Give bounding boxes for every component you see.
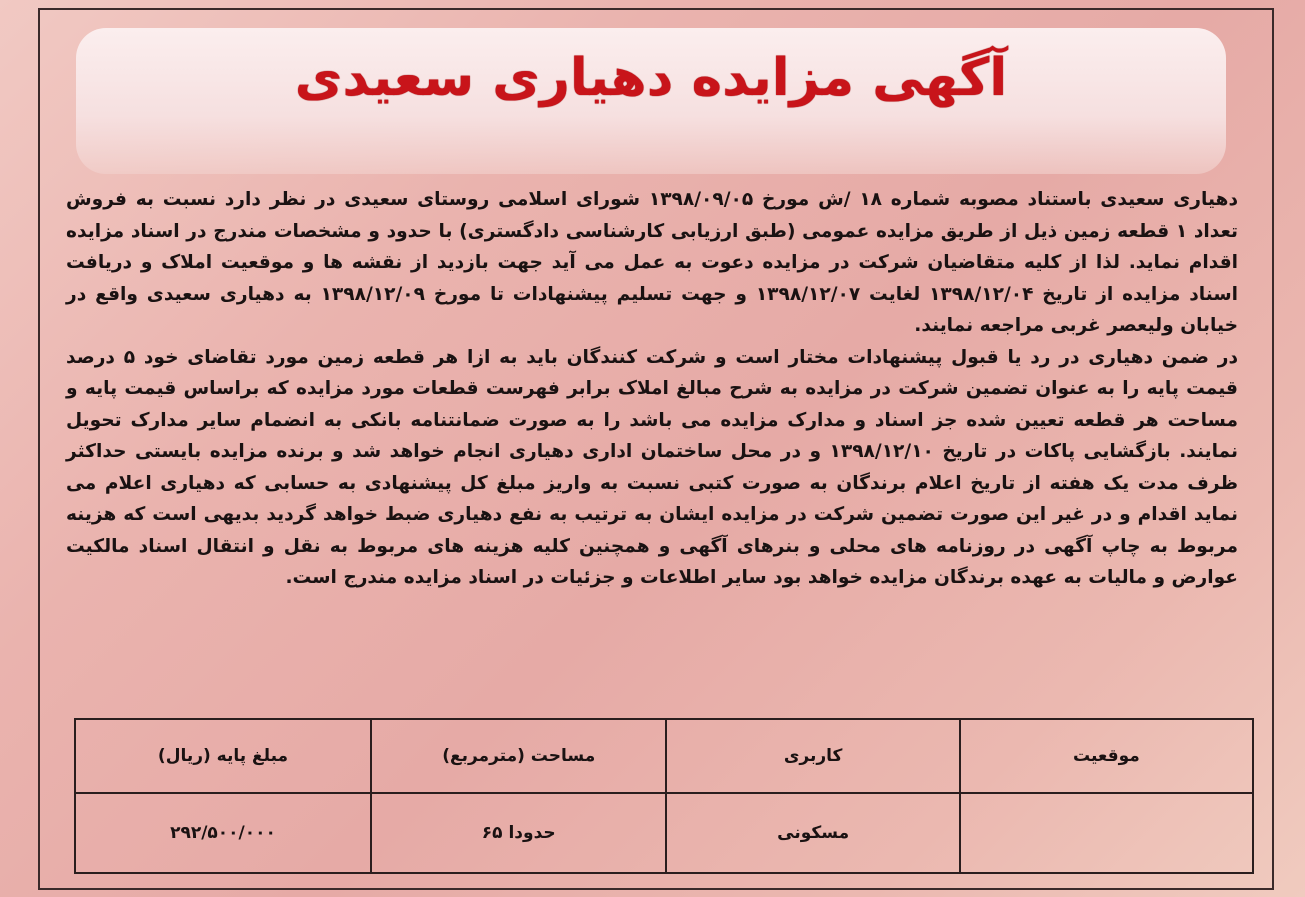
header-location: موقعیت <box>960 719 1253 793</box>
auction-table <box>74 718 1254 874</box>
auction-table-wrapper <box>74 718 1254 868</box>
cell-location <box>960 793 1253 873</box>
header-usage: کاربری <box>666 719 959 793</box>
notice-paragraph-2: در ضمن دهیاری در رد یا قبول پیشنهادات مختار است و شرکت کنندگان باید به ازا هر قطعه زمین مورد تقاضای خود ۵ درصد قیمت پایه را به عنوان تضمین شرکت در مزایده به شرح مبالغ املاک برابر فهرست قطعات مورد مزایده که براساس قیمت پایه و مساحت هر قطعه تعیین شده جز اسناد و مدارک مزایده می باشد را به صورت ضمانتنامه بانکی به انضمام سایر مدارک تحویل نمایند. بازگشایی پاکات در تاریخ ۱۳۹۸/۱۲/۱۰ و در محل ساختمان اداری دهیاری انجام خواهد شد و برنده مزایده بایستی حداکثر ظرف مدت یک هفته از تاریخ اعلام برندگان به صورت کتبی نسبت به واریز مبلغ کل پیشنهادی به حسابی که دهیاری اعلام می نماید اقدام و در غیر این صورت تضمین شرکت در مزایده ایشان به ترتیب به نفع دهیاری ضبط خواهد گردید بدیهی است که هزینه مربوط به چاپ آگهی در روزنامه های محلی و بنرهای آگهی و همچنین کلیه هزینه های مربوط به نقل و انتقال اسناد مالکیت عوارض و مالیات به عهده برندگان مزایده خواهد بود سایر اطلاعات و جزئیات در اسناد مزایده مندرج است. <box>66 346 1238 588</box>
header-base-price: مبلغ پایه (ریال) <box>75 719 371 793</box>
table-header-row <box>75 719 1253 793</box>
notice-body <box>66 184 1238 594</box>
cell-area: حدودا ۶۵ <box>371 793 666 873</box>
table-row <box>75 793 1253 873</box>
notice-paragraph-1: دهیاری سعیدی باستناد مصوبه شماره ۱۸ /ش مورخ ۱۳۹۸/۰۹/۰۵ شورای اسلامی روستای سعیدی در نظر دارد نسبت به فروش تعداد ۱ قطعه زمین ذیل از طریق مزایده عمومی (طبق ارزیابی کارشناسی دادگستری) با حدود و مشخصات مندرج در اسناد مزایده اقدام نماید. لذا از کلیه متقاضیان شرکت در مزایده دعوت به عمل می آید جهت بازدید از نقشه ها و موقعیت املاک و دریافت اسناد مزایده از تاریخ ۱۳۹۸/۱۲/۰۴ لغایت ۱۳۹۸/۱۲/۰۷ و جهت تسلیم پیشنهادات تا مورخ ۱۳۹۸/۱۲/۰۹ به دهیاری سعیدی واقع در خیابان ولیعصر غربی مراجعه نمایند. <box>66 189 1238 336</box>
cell-usage: مسکونی <box>666 793 959 873</box>
notice-title: آگهی مزایده دهیاری سعیدی <box>294 48 1008 108</box>
cell-base-price: ۲۹۲/۵۰۰/۰۰۰ <box>75 793 371 873</box>
header-area: مساحت (مترمربع) <box>371 719 666 793</box>
